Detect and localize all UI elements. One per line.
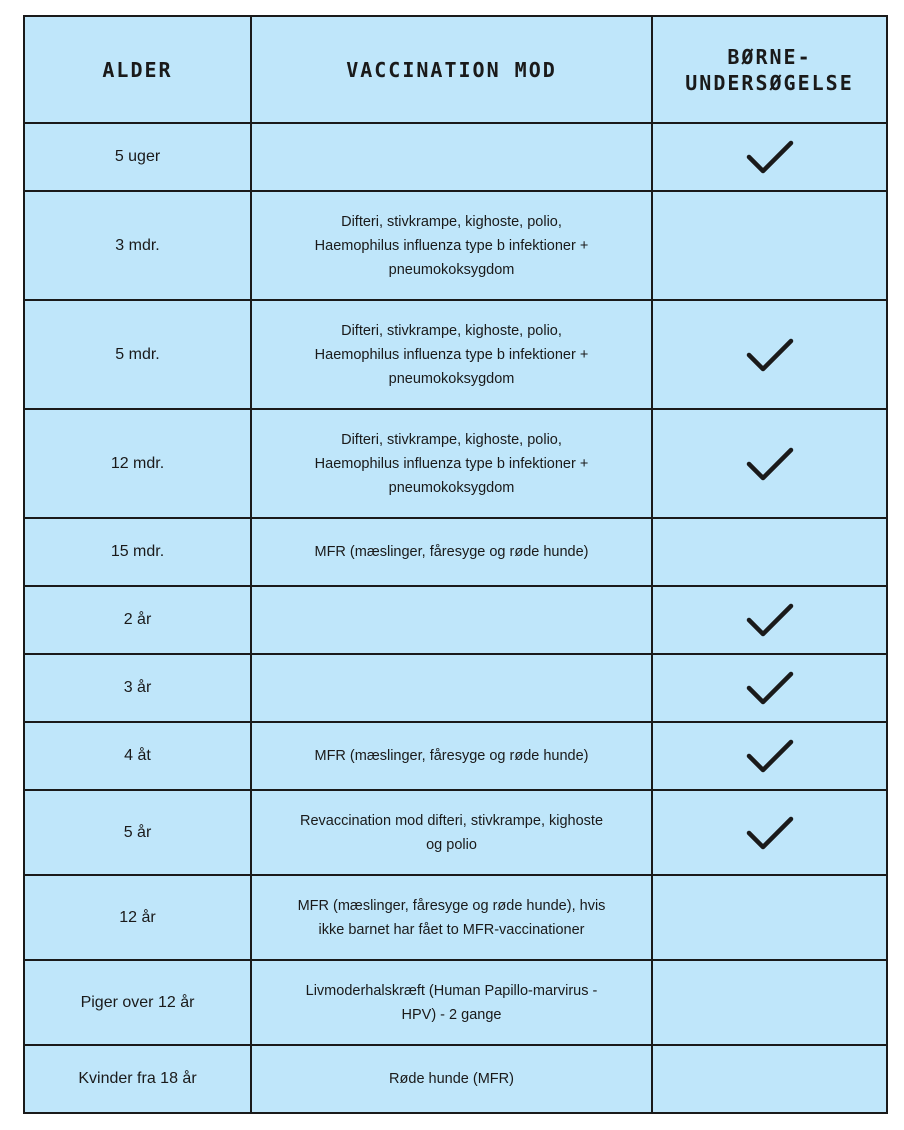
schedule-body: [24, 123, 887, 1113]
checkmark-icon: [746, 445, 794, 483]
age-cell: 5 mdr.: [24, 300, 251, 409]
checkmark-icon: [746, 669, 794, 707]
age-cell: 12 år: [24, 875, 251, 960]
table-row: [24, 654, 887, 722]
age-cell: 5 år: [24, 790, 251, 875]
table-row: [24, 123, 887, 191]
age-cell: Piger over 12 år: [24, 960, 251, 1045]
vaccine-cell: Røde hunde (MFR): [251, 1045, 652, 1113]
table-row: [24, 790, 887, 875]
table-row: [24, 409, 887, 518]
checkmark-icon: [746, 336, 794, 374]
table-row: [24, 722, 887, 790]
age-cell: 4 åt: [24, 722, 251, 790]
child-exam-cell: [652, 654, 887, 722]
child-exam-cell: [652, 191, 887, 300]
vaccine-cell: Livmoderhalskræft (Human Papillo-marvirus - HPV) - 2 gange: [251, 960, 652, 1045]
vaccination-schedule-table: [23, 15, 888, 1114]
vaccine-cell: Difteri, stivkrampe, kighoste, polio, Haemophilus influenza type b infektioner + pneumokoksygdom: [251, 409, 652, 518]
age-cell: 3 år: [24, 654, 251, 722]
header-vaccination: VACCINATION MOD: [251, 16, 652, 123]
checkmark-icon: [746, 138, 794, 176]
vaccine-cell: Revaccination mod difteri, stivkrampe, kighoste og polio: [251, 790, 652, 875]
checkmark-icon: [746, 601, 794, 639]
table-row: [24, 586, 887, 654]
vaccine-cell: [251, 654, 652, 722]
child-exam-cell: [652, 960, 887, 1045]
age-cell: 3 mdr.: [24, 191, 251, 300]
header-child-exam-line1: BØRNE-: [727, 44, 812, 69]
table-row: [24, 191, 887, 300]
vaccine-cell: MFR (mæslinger, fåresyge og røde hunde): [251, 722, 652, 790]
table-row: [24, 300, 887, 409]
vaccine-cell: MFR (mæslinger, fåresyge og røde hunde), hvis ikke barnet har fået to MFR-vaccinationer: [251, 875, 652, 960]
checkmark-icon: [746, 737, 794, 775]
vaccine-cell: [251, 123, 652, 191]
table-row: [24, 960, 887, 1045]
header-row: [24, 16, 887, 123]
checkmark-icon: [746, 814, 794, 852]
vaccine-cell: [251, 586, 652, 654]
vaccine-cell: Difteri, stivkrampe, kighoste, polio, Haemophilus influenza type b infektioner + pneumokoksygdom: [251, 300, 652, 409]
child-exam-cell: [652, 875, 887, 960]
child-exam-cell: [652, 586, 887, 654]
age-cell: 2 år: [24, 586, 251, 654]
child-exam-cell: [652, 790, 887, 875]
age-cell: 5 uger: [24, 123, 251, 191]
age-cell: 15 mdr.: [24, 518, 251, 586]
header-age: ALDER: [24, 16, 251, 123]
age-cell: Kvinder fra 18 år: [24, 1045, 251, 1113]
child-exam-cell: [652, 722, 887, 790]
table-row: [24, 1045, 887, 1113]
vaccine-cell: MFR (mæslinger, fåresyge og røde hunde): [251, 518, 652, 586]
child-exam-cell: [652, 1045, 887, 1113]
child-exam-cell: [652, 300, 887, 409]
vaccine-cell: Difteri, stivkrampe, kighoste, polio, Haemophilus influenza type b infektioner + pneumokoksygdom: [251, 191, 652, 300]
table-row: [24, 518, 887, 586]
age-cell: 12 mdr.: [24, 409, 251, 518]
header-child-exam: [652, 16, 887, 123]
table-row: [24, 875, 887, 960]
child-exam-cell: [652, 518, 887, 586]
child-exam-cell: [652, 409, 887, 518]
header-child-exam-line2: UNDERSØGELSE: [685, 70, 854, 95]
child-exam-cell: [652, 123, 887, 191]
